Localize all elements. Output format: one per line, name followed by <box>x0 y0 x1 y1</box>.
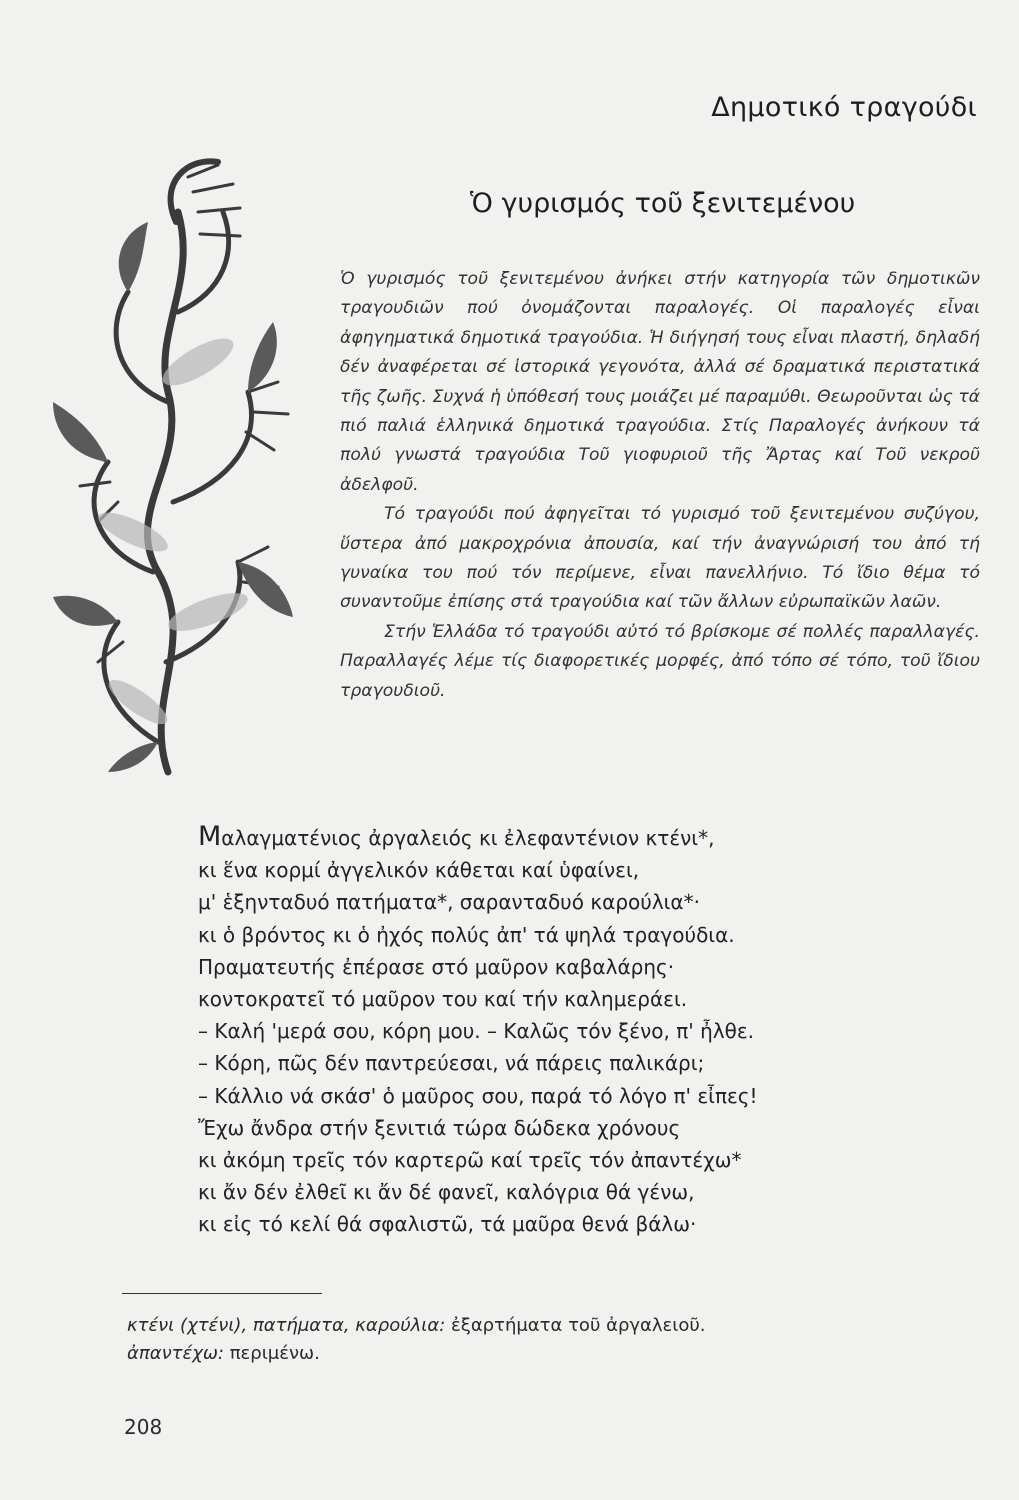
footnote-divider <box>122 1293 322 1294</box>
footnote-definition: ἐξαρτήματα τοῦ ἀργαλειοῦ. <box>451 1315 706 1336</box>
poem-line: Πραματευτής ἐπέρασε στό μαῦρον καβαλάρης· <box>198 954 675 979</box>
footnote-terms: κτένι (χτένι), πατήματα, καρούλια: <box>127 1315 446 1336</box>
poem-line: κι ἄν δέν ἐλθεῖ κι ἄν δέ φανεῖ, καλόγρια θά γένω, <box>198 1180 695 1205</box>
introduction-text <box>340 265 980 706</box>
poem-title: Ὁ γυρισμός τοῦ ξενιτεμένου <box>470 188 856 219</box>
intro-paragraph: Ὁ γυρισμός τοῦ ξενιτεμένου ἀνήκει στήν κατηγορία τῶν δημοτικῶν τραγουδιῶν πού ὀνομάζονται παραλογές. Οἱ παραλογές εἶναι ἀφηγηματικά δημοτικά τραγούδια. Ἡ διήγησή τους εἶναι πλαστή, δηλαδή δέν ἀναφέρεται σέ ἱστορικά γεγονότα, ἀλλά σέ δραματικά περιστατικά τῆς ζωῆς. Συχνά ἡ ὑπόθεσή τους μοιάζει μέ παραμύθι. Θεωροῦνται ὡς τά πιό παλιά ἑλληνικά δημοτικά τραγούδια. Στίς Παραλογές ἀνήκουν τά πολύ γνωστά τραγούδια Τοῦ γιοφυριοῦ τῆς Ἄρτας καί Τοῦ νεκροῦ ἀδελφοῦ. <box>340 269 980 495</box>
poem-line: – Κόρη, πῶς δέν παντρεύεσαι, νά πάρεις παλικάρι; <box>198 1051 705 1076</box>
poem-line: Ἔχω ἄνδρα στήν ξενιτιά τώρα δώδεκα χρόνους <box>198 1115 681 1140</box>
footnote-term: ἀπαντέχω: <box>127 1343 224 1364</box>
footnote-definition: περιμένω. <box>229 1343 320 1364</box>
intro-paragraph: Στήν Ἑλλάδα τό τραγούδι αὐτό τό βρίσκομε σέ πολλές παραλλαγές. Παραλλαγές λέμε τίς διαφορετικές μορφές, ἀπό τόπο σέ τόπο, τοῦ ἴδιου τραγουδιοῦ. <box>340 621 980 701</box>
poem-line: μ' ἑξηνταδυό πατήματα*, σαρανταδυό καρούλια*· <box>198 890 700 915</box>
poem-text <box>198 822 958 1241</box>
footnote-2 <box>127 1340 867 1368</box>
poem-line: κι εἰς τό κελί θά σφαλιστῶ, τά μαῦρα θενά βάλω· <box>198 1212 697 1237</box>
poem-first-line: αλαγματένιος ἀργαλειός κι ἐλεφαντένιον κτένι*, <box>221 826 715 850</box>
poem-line: κι ἀκόμη τρεῖς τόν καρτερῶ καί τρεῖς τόν ἀπαντέχω* <box>198 1148 742 1173</box>
section-title: Δημοτικό τραγούδι <box>711 92 977 123</box>
poem-line <box>198 822 958 854</box>
page-number: 208 <box>124 1415 163 1439</box>
poem-line: κοντοκρατεῖ τό μαῦρον του καί τήν καλημεράει. <box>198 987 688 1012</box>
poem-line: – Κάλλιο νά σκάσ' ὁ μαῦρος σου, παρά τό λόγο π' εἶπες! <box>198 1083 758 1108</box>
drop-initial: Μ <box>198 821 222 852</box>
intro-paragraph: Τό τραγούδι πού ἀφηγεῖται τό γυρισμό τοῦ ξενιτεμένου συζύγου, ὕστερα ἀπό μακροχρόνια ἀπουσία, καί τήν ἀναγνώρισή του ἀπό τή γυναίκα του πού τόν περίμενε, εἶναι πανελλήνιο. Τό ἴδιο θέμα τό συναντοῦμε ἐπίσης στά τραγούδια καί τῶν ἄλλων εὐρωπαϊκῶν λαῶν. <box>340 504 980 613</box>
floral-ornament <box>48 142 298 782</box>
poem-line: – Καλή 'μερά σου, κόρη μου. – Καλῶς τόν ξένο, π' ἦλθε. <box>198 1019 755 1044</box>
footnote-1 <box>127 1312 867 1340</box>
footnotes <box>127 1312 867 1368</box>
poem-line: κι ὁ βρόντος κι ὁ ἠχός πολύς ἀπ' τά ψηλά τραγούδια. <box>198 922 735 947</box>
poem-line: κι ἕνα κορμί ἀγγελικόν κάθεται καί ὑφαίνει, <box>198 858 640 883</box>
